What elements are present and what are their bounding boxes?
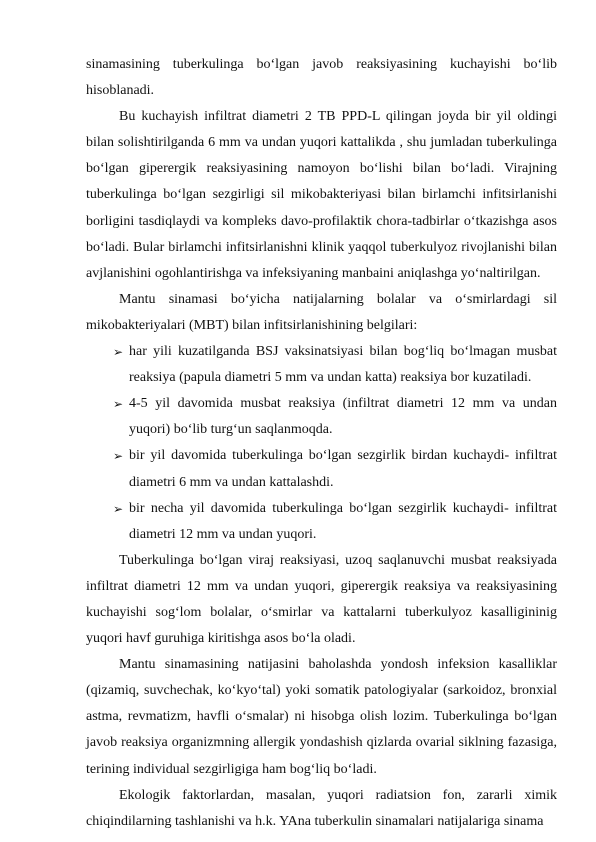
list-item-text: bir yil davomida tuberkulinga bo‘lgan sezgirlik birdan kuchaydi- infiltrat diametri 6 mm va undan kattalashdi. [129,448,557,490]
paragraph-mantu-signs: Mantu sinamasi bo‘yicha natijalarning bolalar va o‘smirlardagi sil mikobakteriyalari (MBT) bilan infitsirlanishining belgilari: [86,291,557,333]
list-item-text: 4-5 yil davomida musbat reaksiya (infiltrat diametri 12 mm va undan yuqori) bo‘lib turg‘un saqlanmoqda. [129,396,557,438]
paragraph-intensification: Bu kuchayish infiltrat diametri 2 TB PPD-L qilingan joyda bir yil oldingi bilan solishtirilganda 6 mm va undan yuqori kattalikda , shu jumladan tuberkulinga bo‘lgan giperergik reaksiyasining namoyon bo‘lishi bilan bo‘ladi. Virajning tuberkulinga bo‘lgan sezgirligi sil mikobakteriyasi bilan birlamchi infitsirlanishi borligini tasdiqlaydi va kompleks davo-profilaktik chora-tadbirlar o‘tkazishga asos bo‘ladi. Bular birlamchi infitsirlanishni klinik yaqqol tuberkulyoz rivojlanishi bilan avjlanishini ogohlantirishga va infeksiyaning manbaini aniqlashga yo‘naltirilgan. [86,109,557,281]
paragraph-ecological-factors: Ekologik faktorlardan, masalan, yuqori radiatsion fon, zararli ximik chiqindilarning tashlanishi va h.k. YAna tuberkulin sinamalari natijalariga sinama [86,787,557,829]
list-item-text: har yili kuzatilganda BSJ vaksinatsiyasi bilan bog‘liq bo‘lmagan musbat reaksiya (papula diametri 5 mm va undan katta) reaksiya bor kuzatiladi. [129,344,557,386]
list-item [86,391,557,443]
list-item [86,443,557,495]
paragraph-continuation: sinamasining tuberkulinga bo‘lgan javob reaksiyasining kuchayishi bo‘lib hisoblanadi. [86,57,557,99]
arrow-bullet-icon: ➢ [113,449,124,464]
bullet-list [86,339,557,548]
document-page [86,52,557,835]
list-item-text: bir necha yil davomida tuberkulinga bo‘lgan sezgirlik kuchaydi- infiltrat diametri 12 mm va undan yuqori. [129,500,557,542]
list-item [86,496,557,548]
arrow-bullet-icon: ➢ [113,397,124,412]
arrow-bullet-icon: ➢ [113,501,124,516]
arrow-bullet-icon: ➢ [113,345,124,360]
paragraph-viraj-reaction: Tuberkulinga bo‘lgan viraj reaksiyasi, uzoq saqlanuvchi musbat reaksiyada infiltrat diametri 12 mm va undan yuqori, giperergik reaksiya va reaksiyasining kuchayishi sog‘lom bolalar, o‘smirlar va kattalarni tuberkulyoz kasalligininig yuqori havf guruhiga kiritishga asos bo‘la oladi. [86,552,557,647]
paragraph-evaluation: Mantu sinamasining natijasini baholashda yondosh infeksion kasalliklar (qizamiq, suvchechak, ko‘kyo‘tal) yoki somatik patologiyalar (sarkoidoz, bronxial astma, revmatizm, havfli o‘smalar) ni hisobga olish lozim. Tuberkulinga bo‘lgan javob reaksiya organizmning allergik yondashish qizlarda ovarial siklning fazasiga, terining individual sezgirligiga ham bog‘liq bo‘ladi. [86,657,557,777]
list-item [86,339,557,391]
